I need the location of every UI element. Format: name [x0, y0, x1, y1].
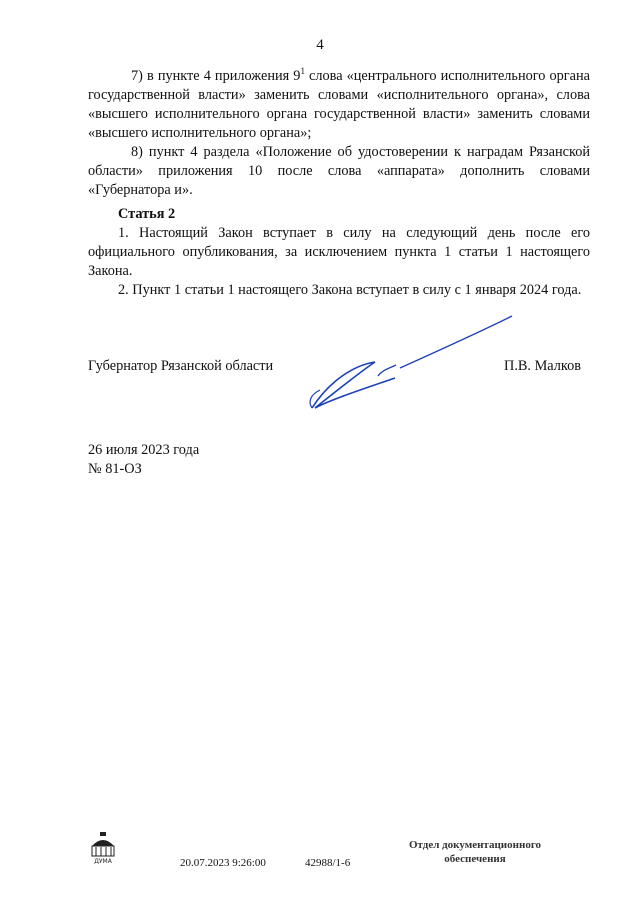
article-title: Статья 2 [118, 206, 176, 222]
page-number: 4 [316, 37, 324, 53]
article-2-paragraph-1: 1. Настоящий Закон вступает в силу на следующий день после его официального опубликования, за исключением пункта 1 статьи 1 настоящего Закона. [88, 225, 590, 279]
paragraph-7-text: 7) в пункте 4 приложения 9 [131, 67, 301, 84]
signing-date-block [88, 441, 199, 479]
logo-text: ДУМА [94, 858, 112, 864]
paragraph-8: 8) пункт 4 раздела «Положение об удостоверении к наградам Рязанской области» приложения 10 после слова «аппарата» дополнить словами «Губернатора и». [88, 143, 590, 198]
paragraph-7 [88, 62, 590, 143]
department-line-2: обеспечения [444, 853, 506, 865]
department-line-1: Отдел документационного [408, 839, 542, 851]
footer-doc-id: 42988/1-6 [305, 857, 351, 869]
article-2-block [88, 205, 590, 300]
law-number: № 81-ОЗ [88, 461, 142, 477]
duma-logo-icon [86, 830, 120, 869]
signatory-title: Губернатор Рязанской области [88, 358, 274, 374]
superscript: 1 [300, 66, 305, 76]
paragraph-7-text-cont: слова «центрального исполнительного органа государственной власти» заменить словами «исполнительного органа», слова «высшего исполнительного органа государственной власти» заменить словами «высшего исполнительного органа»; [88, 67, 590, 141]
signing-date: 26 июля 2023 года [88, 442, 200, 458]
footer-timestamp: 20.07.2023 9:26:00 [180, 857, 266, 869]
signatory-name: П.В. Малков [504, 358, 582, 374]
amendments-block [88, 62, 590, 200]
handwritten-signature [300, 310, 530, 420]
article-2-paragraph-2: 2. Пункт 1 статьи 1 настоящего Закона вступает в силу с 1 января 2024 года. [118, 282, 582, 298]
footer-department [390, 838, 560, 866]
